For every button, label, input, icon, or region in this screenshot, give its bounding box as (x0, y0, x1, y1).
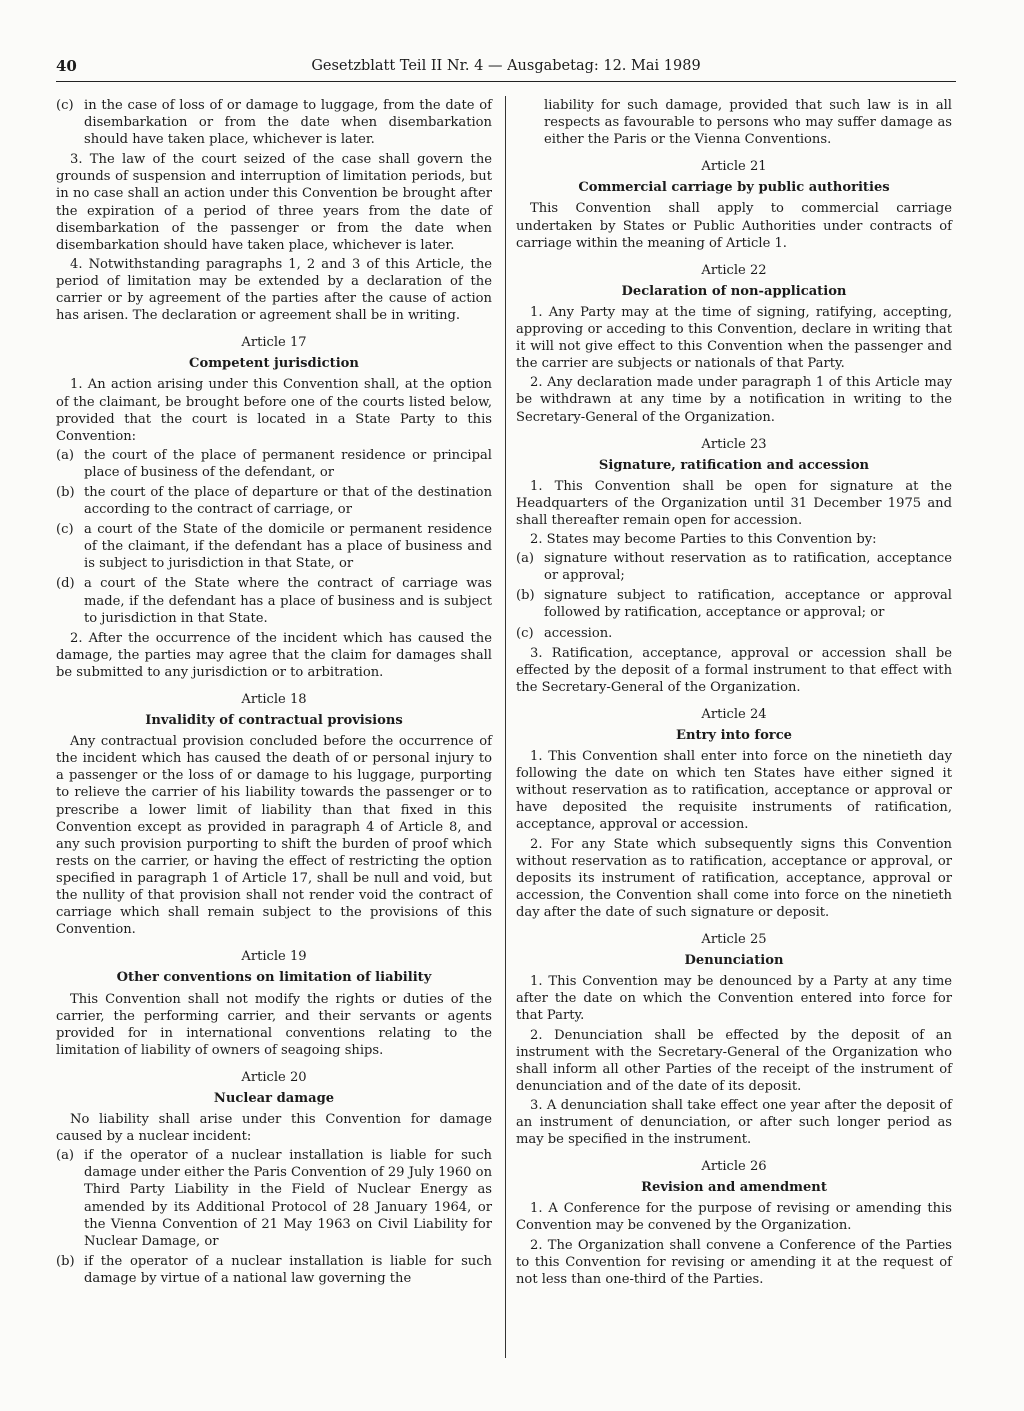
article-heading: Declaration of non-application (621, 283, 847, 299)
article-number: Article 23 (701, 436, 767, 452)
article-number: Article 18 (241, 692, 307, 707)
article-heading: Other conventions on limitation of liability (116, 970, 432, 986)
page-header (56, 56, 956, 78)
list-item (56, 521, 492, 572)
item-text: signature without reservation as to ratification, acceptance or approval; (544, 551, 952, 584)
paragraph: 1. An action arising under this Convention shall, at the option of the claimant, be brought before one of the courts listed below, provided that the court is located in a State Party to this Convention: (56, 377, 492, 444)
item-label: (b) (56, 484, 75, 500)
paragraph: 2. For any State which subsequently signs this Convention without reservation as to ratification, acceptance or approval, or deposits its instrument of ratification, acceptance, approval or accession, the Convention shall come into force on the ninetieth day after the date of such signature or deposit. (516, 836, 952, 920)
paragraph: 3. A denunciation shall take effect one year after the deposit of an instrument of denunciation, or after such longer period as may be specified in the instrument. (516, 1097, 952, 1148)
gazette-header-title: Gesetzblatt Teil II Nr. 4 — Ausgabetag: 12. Mai 1989 (311, 58, 701, 74)
list-item (56, 97, 492, 148)
paragraph: 1. This Convention shall enter into force on the ninetieth day following the date on which ten States have either signed it without reservation as to ratification, acceptance or approval or have deposited the requisite instruments of ratification, acceptance, approval or accession. (516, 749, 952, 833)
article-heading: Competent jurisdiction (189, 356, 359, 372)
item-text: the court of the place of departure or that of the destination according to the contract of carriage, or (84, 484, 492, 518)
article-heading: Commercial carriage by public authorities (578, 180, 890, 196)
item-text: liability for such damage, provided that such law is in all respects as favourable to persons who may suffer damage as either the Paris or the Vienna Conventions. (544, 98, 952, 148)
article-number: Article 17 (241, 335, 307, 351)
list-item (516, 625, 952, 642)
article-number: Article 20 (241, 1069, 307, 1085)
item-text: signature subject to ratification, acceptance or approval followed by ratification, acceptance or approval; or (544, 588, 952, 621)
left-column (56, 97, 492, 1290)
item-label: (d) (56, 576, 75, 592)
list-item (56, 575, 492, 626)
article-number: Article 25 (701, 932, 767, 948)
paragraph: 3. Ratification, acceptance, approval or accession shall be effected by the deposit of a formal instrument to that effect with the Secretary-General of the Organization. (516, 645, 952, 695)
page-number: 40 (56, 57, 77, 75)
list-item (56, 1147, 492, 1250)
item-text: a court of the State where the contract of carriage was made, if the defendant has a place of business and is subject to jurisdiction in that State. (84, 576, 492, 626)
article-number: Article 19 (241, 949, 307, 965)
list-item (56, 1253, 492, 1287)
list-item-continuation (516, 97, 952, 148)
right-column (516, 97, 952, 1290)
article-heading: Revision and amendment (641, 1180, 827, 1196)
item-text: in the case of loss of or damage to luggage, from the date of disembarkation or from the date when disembarkation should have taken place, whichever is later. (84, 98, 492, 148)
item-text: if the operator of a nuclear installation is liable for such damage under either the Paris Convention of 29 July 1960 on Third Party Liability in the Field of Nuclear Energy as amended by its Additional Protocol of 28 January 1964, or the Vienna Convention of 21 May 1963 on Civil Liability for Nuclear Damage, or (84, 1148, 492, 1249)
column-divider (505, 96, 506, 1358)
paragraph: No liability shall arise under this Convention for damage caused by a nuclear incident: (56, 1112, 492, 1145)
article-number: Article 22 (701, 262, 767, 278)
paragraph: 1. This Convention shall be open for signature at the Headquarters of the Organization until 31 December 1975 and shall thereafter remain open for accession. (516, 478, 952, 528)
item-label: (c) (516, 625, 534, 641)
paragraph: 2. Denunciation shall be effected by the deposit of an instrument with the Secretary-General of the Organization who shall inform all other Parties of the receipt of the instrument of denunciation and of the date of its deposit. (516, 1027, 952, 1094)
list-item (56, 484, 492, 518)
paragraph: Any contractual provision concluded before the occurrence of the incident which has caused the death of or personal injury to a passenger or the loss of or damage to his luggage, purporting to relieve the carrier of his liability towards the passenger or to prescribe a lower limit of liability than that fixed in this Convention except as provided in paragraph 4 of Article 8, and any such provision purporting to shift the burden of proof which rests on the carrier, or having the effect of restricting the option specified in paragraph 1 of Article 17, shall be null and void, but the nullity of that provision shall not render void the contract of carriage which shall remain subject to the provisions of this Convention. (56, 734, 492, 938)
list-item (56, 447, 492, 481)
item-text: a court of the State of the domicile or permanent residence of the claimant, if the defendant has a place of business and is subject to jurisdiction in that State, or (84, 522, 492, 572)
item-label: (b) (56, 1253, 75, 1269)
paragraph: 2. Any declaration made under paragraph 1 of this Article may be withdrawn at any time by a notification in writing to the Secretary-General of the Organization. (516, 375, 952, 425)
paragraph: 4. Notwithstanding paragraphs 1, 2 and 3 of this Article, the period of limitation may be extended by a declaration of the carrier or by agreement of the parties after the cause of action has arisen. The declaration or agreement shall be in writing. (56, 256, 492, 324)
item-label: (c) (56, 522, 74, 538)
item-label: (c) (56, 98, 74, 113)
item-label: (b) (516, 588, 535, 604)
paragraph: 1. This Convention may be denounced by a Party at any time after the date on which the Convention entered into force for that Party. (516, 974, 952, 1024)
article-heading: Signature, ratification and accession (598, 457, 870, 473)
article-heading: Invalidity of contractual provisions (145, 713, 403, 729)
paragraph: This Convention shall not modify the rights or duties of the carrier, the performing carrier, and their servants or agents provided for in international conventions relating to the limitation of liability of owners of seagoing ships. (56, 991, 492, 1058)
item-text: the court of the place of permanent residence or principal place of business of the defendant, or (84, 447, 492, 480)
paragraph: 1. A Conference for the purpose of revising or amending this Convention may be convened by the Organization. (516, 1201, 952, 1234)
article-number: Article 26 (701, 1159, 767, 1175)
item-label: (a) (516, 551, 535, 567)
article-heading: Denunciation (684, 953, 784, 969)
paragraph: 2. After the occurrence of the incident which has caused the damage, the parties may agree that the claim for damages shall be submitted to any jurisdiction or to arbitration. (56, 630, 492, 680)
article-heading: Entry into force (675, 728, 792, 743)
header-rule (56, 81, 956, 82)
article-heading: Nuclear damage (213, 1090, 335, 1106)
paragraph: 1. Any Party may at the time of signing, ratifying, accepting, approving or acceding to this Convention, declare in writing that it will not give effect to this Convention when the passenger and the carrier are subjects or nationals of that Party. (516, 304, 952, 372)
article-number: Article 21 (701, 159, 767, 175)
article-number: Article 24 (701, 706, 767, 722)
paragraph: 2. States may become Parties to this Convention by: (530, 532, 877, 548)
list-item (516, 587, 952, 621)
list-item (516, 550, 952, 584)
item-text: accession. (544, 625, 613, 641)
paragraph: This Convention shall apply to commercial carriage undertaken by States or Public Authorities under contracts of carriage within the meaning of Article 1. (516, 201, 952, 251)
item-label: (a) (56, 1148, 75, 1164)
paragraph: 2. The Organization shall convene a Conference of the Parties to this Convention for revising or amending it at the request of not less than one-third of the Parties. (516, 1237, 952, 1287)
paragraph: 3. The law of the court seized of the case shall govern the grounds of suspension and interruption of limitation periods, but in no case shall an action under this Convention be brought after the expiration of a period of three years from the date of disembarkation of the passenger or from the date when disembarkation should have taken place, whichever is later. (56, 152, 492, 253)
item-text: if the operator of a nuclear installation is liable for such damage by virtue of a national law governing the (84, 1253, 492, 1286)
item-label: (a) (56, 447, 75, 463)
